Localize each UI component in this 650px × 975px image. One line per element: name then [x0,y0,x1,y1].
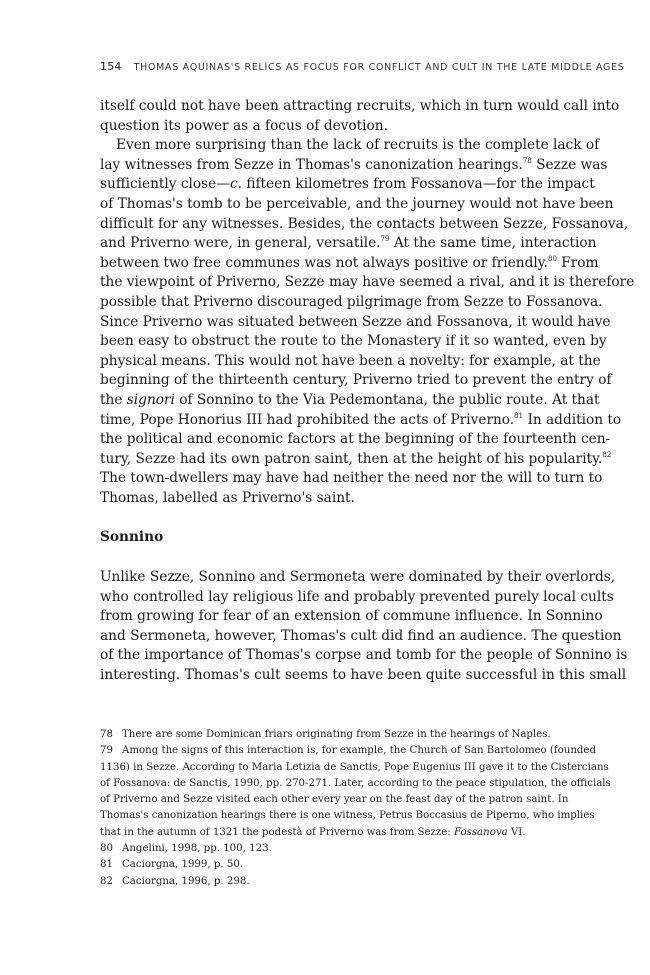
footnote-ref[interactable]: 79 [380,235,390,244]
text-line: the signori of Sonnino to the Via Pedemontana, the public route. At that [100,391,600,408]
footnote-ref[interactable]: 81 [514,411,524,420]
footnote-line: 79 Among the signs of this interaction is, for example, the Church of San Bartolomeo (founded [100,743,560,759]
text-line: interesting. Thomas's cult seems to have been quite successful in this small [100,667,627,684]
text-line: difficult for any witnesses. Besides, the contacts between Sezze, Fossanova, [100,215,629,232]
text-line: Thomas, labelled as Priverno's saint. [100,489,355,506]
footnote-line: that in the autumn of 1321 the podestà of Priverno was from Sezze: Fossanova VI. [100,826,526,838]
text-line: time, Pope Honorius III had prohibited the acts of Priverno.$^{81}$ In addition to [100,411,622,428]
text-line: of Thomas's tomb to be perceivable, and the journey would not have been [100,195,614,212]
footnote [100,743,611,841]
text-line: question its power as a focus of devotion. [100,117,388,134]
text-line: beginning of the thirteenth century, Priverno tried to prevent the entry of [100,372,612,389]
text-line: of the importance of Thomas's corpse and tomb for the people of Sonnino is [100,647,628,664]
footnote-line: 82 Caciorgna, 1996, p. 298. [100,874,560,890]
text-line: lay witnesses from Sezze in Thomas's canonization hearings.$^{78}$ Sezze was [100,156,608,173]
page-number: 154 [100,60,122,73]
footnote [100,874,560,890]
footnote-line: 81 Caciorgna, 1999, p. 50. [100,857,560,873]
paragraph [100,136,635,508]
footnote-line: of Fossanova: de Sanctis, 1990, pp. 270-271. Later, according to the peace stipulation, the officials [100,777,611,789]
text-line: from growing for fear of an extension of commune influence. In Sonnino [100,608,603,625]
text-line: and Sermoneta, however, Thomas's cult did find an audience. The question [100,627,622,644]
footnote-line: 80 Angelini, 1998, pp. 100, 123. [100,841,560,857]
text-line: who controlled lay religious life and probably prevented purely local cults [100,588,614,605]
text-line: Unlike Sezze, Sonnino and Sermoneta were dominated by their overlords, [100,569,616,586]
text-line: been easy to obstruct the route to the Monastery if it so wanted, even by [100,333,607,350]
text-line: Even more surprising than the lack of recruits is the complete lack of [116,137,600,154]
paragraph [100,568,628,686]
text-line: sufficiently close—c. fifteen kilometres from Fossanova—for the impact [100,176,595,193]
footnote-ref[interactable]: 80 [547,254,557,263]
footnote-number: 82 [100,875,113,887]
paragraph [100,97,620,136]
text-line: the political and economic factors at the beginning of the fourteenth cen- [100,431,611,448]
footnote [100,841,560,857]
text-line: between two free communes was not always positive or friendly.$^{80}$ From [100,254,599,271]
main-text [100,97,635,686]
text-line: possible that Priverno discouraged pilgrimage from Sezze to Fossanova. [100,293,603,310]
text-line: and Priverno were, in general, versatile.$^{79}$ At the same time, interaction [100,235,597,252]
section-heading: Sonnino [100,529,164,546]
footnotes [100,727,611,890]
text-line: the viewpoint of Priverno, Sezze may have seemed a rival, and it is therefore [100,274,635,291]
footnote-number: 78 [100,729,113,740]
text-line: The town-dwellers may have had neither the need nor the will to turn to [100,470,603,487]
running-header [100,60,625,80]
text-line: tury, Sezze had its own patron saint, then at the height of his popularity.$^{82}$ [100,450,612,467]
footnote-line: 78 There are some Dominican friars originating from Sezze in the hearings of Naples. [100,727,560,743]
footnote-line: Thomas's canonization hearings there is one witness, Petrus Boccasius de Piperno, who implies [100,810,595,822]
footnote-number: 80 [100,843,113,855]
footnote [100,727,560,743]
footnote-number: 79 [100,745,113,757]
text-line: Since Priverno was situated between Sezze and Fossanova, it would have [100,313,611,330]
text-line: itself could not have been attracting recruits, which in turn would call into [100,98,620,114]
footnote [100,857,560,873]
footnote-line: 1136) in Sezze. According to Maria Letizia de Sanctis, Pope Eugenius III gave it to the Cistercians [100,761,609,773]
footnote-ref[interactable]: 78 [522,156,532,165]
text-line: physical means. This would not have been a novelty: for example, at the [100,352,601,369]
running-title: THOMAS AQUINAS'S RELICS AS FOCUS FOR CONFLICT AND CULT IN THE LATE MIDDLE AGES [133,62,625,73]
footnote-ref[interactable]: 82 [602,450,612,459]
footnote-number: 81 [100,859,113,871]
footnote-line: of Priverno and Sezze visited each other every year on the feast day of the patron saint. In [100,794,569,806]
